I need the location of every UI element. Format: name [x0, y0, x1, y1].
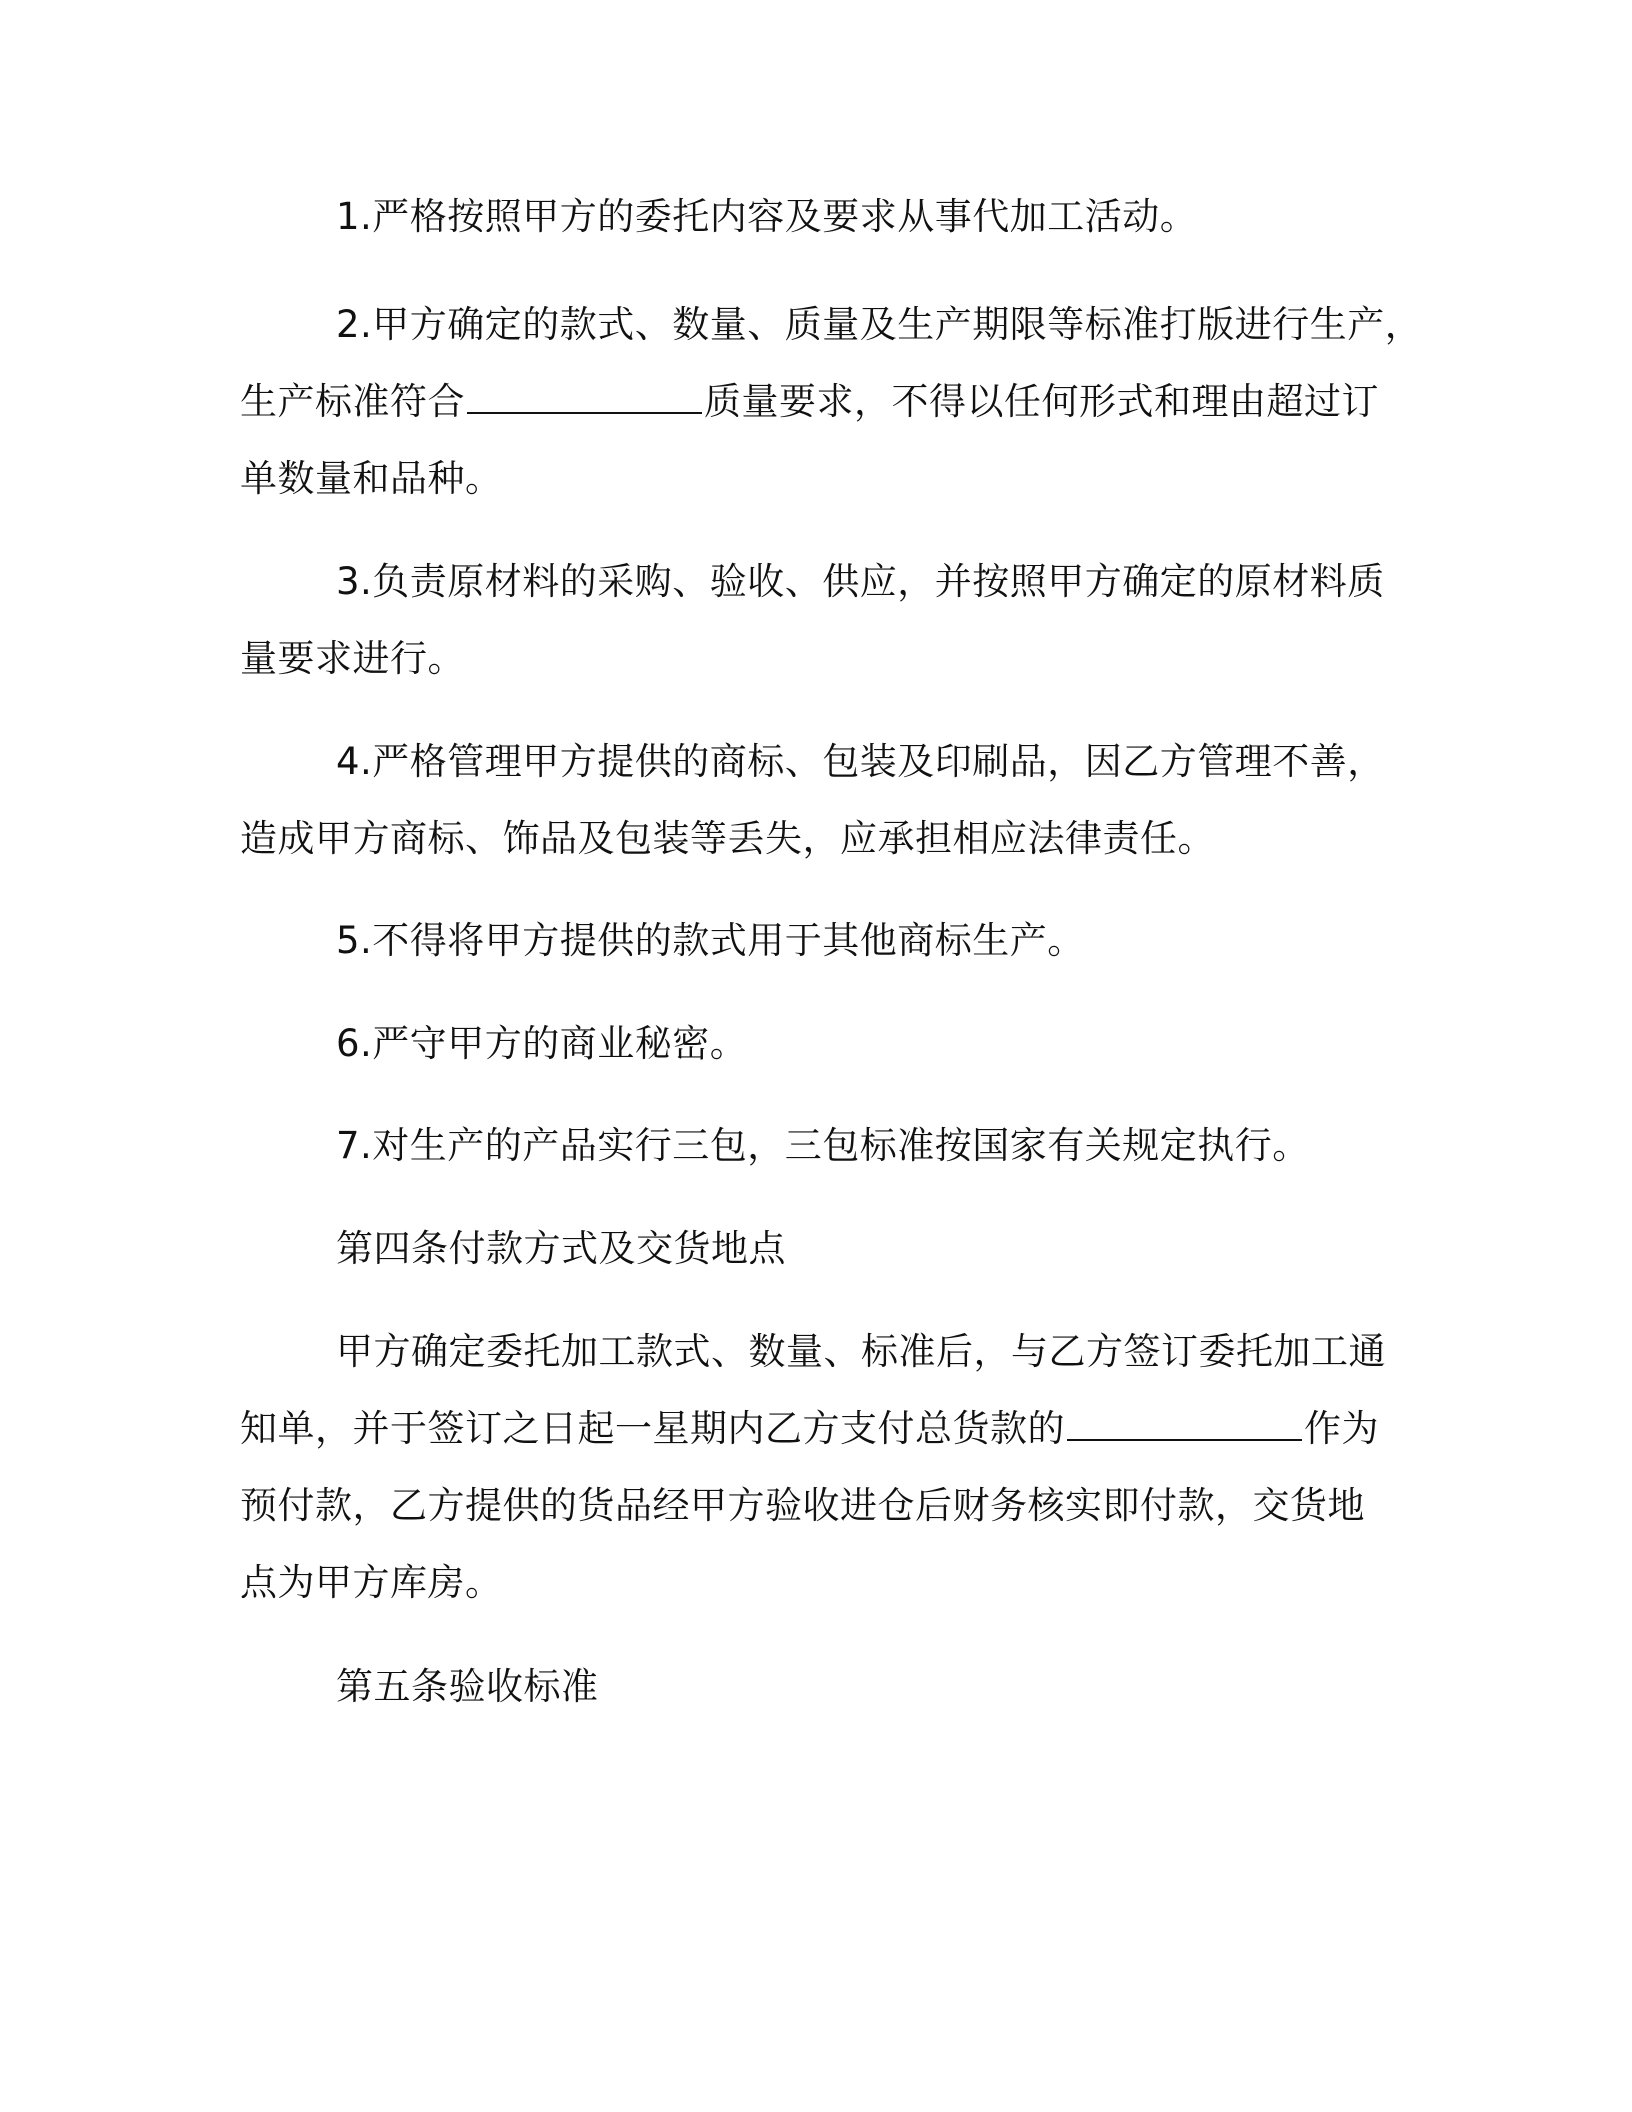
clause-item-2-line-3: 单数量和品种。	[240, 457, 503, 500]
article-4-line-2-start: 知单，并于签订之日起一星期内乙方支付总货款的	[240, 1407, 1065, 1450]
clause-item-2-line-2-start: 生产标准符合	[240, 380, 465, 423]
clause-item-2-line-2	[240, 363, 1390, 440]
article-4-line-4: 点为甲方库房。	[240, 1561, 503, 1604]
fill-in-blank-prepayment-ratio[interactable]	[1067, 1409, 1302, 1441]
clause-item-6	[240, 1005, 1390, 1082]
clause-item-2-line-1: 2.甲方确定的款式、数量、质量及生产期限等标准打版进行生产，	[336, 303, 1423, 346]
clause-item-3	[240, 543, 1390, 697]
clause-item-4	[240, 723, 1390, 877]
article-4-line-1: 甲方确定委托加工款式、数量、标准后，与乙方签订委托加工通	[336, 1330, 1386, 1373]
article-4-body	[240, 1313, 1390, 1621]
clause-item-5	[240, 902, 1390, 979]
article-4-line-3: 预付款，乙方提供的货品经甲方验收进仓后财务核实即付款，交货地	[240, 1484, 1365, 1527]
clause-item-3-line-2: 量要求进行。	[240, 637, 465, 680]
clause-item-7-text: 7.对生产的产品实行三包，三包标准按国家有关规定执行。	[336, 1124, 1310, 1167]
clause-item-2	[240, 286, 1423, 517]
clause-item-4-line-2: 造成甲方商标、饰品及包装等丢失，应承担相应法律责任。	[240, 817, 1215, 860]
clause-item-6-text: 6.严守甲方的商业秘密。	[336, 1022, 748, 1065]
clause-item-7	[240, 1107, 1390, 1184]
clause-item-5-text: 5.不得将甲方提供的款式用于其他商标生产。	[336, 919, 1085, 962]
clause-item-4-line-1: 4.严格管理甲方提供的商标、包装及印刷品，因乙方管理不善，	[336, 740, 1385, 783]
article-5-heading-text: 第五条验收标准	[336, 1665, 599, 1708]
fill-in-blank-quality-standard[interactable]	[467, 382, 702, 414]
clause-item-3-line-1: 3.负责原材料的采购、验收、供应，并按照甲方确定的原材料质	[336, 560, 1385, 603]
clause-item-1	[240, 178, 1390, 255]
article-5-heading	[240, 1648, 1390, 1725]
clause-item-1-text: 1.严格按照甲方的委托内容及要求从事代加工活动。	[336, 195, 1198, 238]
article-4-heading-text: 第四条付款方式及交货地点	[336, 1227, 786, 1270]
article-4-line-2-end: 作为	[1304, 1407, 1379, 1450]
article-4-line-2	[240, 1390, 1390, 1467]
article-4-heading	[240, 1210, 1390, 1287]
clause-item-2-line-2-end: 质量要求，不得以任何形式和理由超过订	[704, 380, 1379, 423]
